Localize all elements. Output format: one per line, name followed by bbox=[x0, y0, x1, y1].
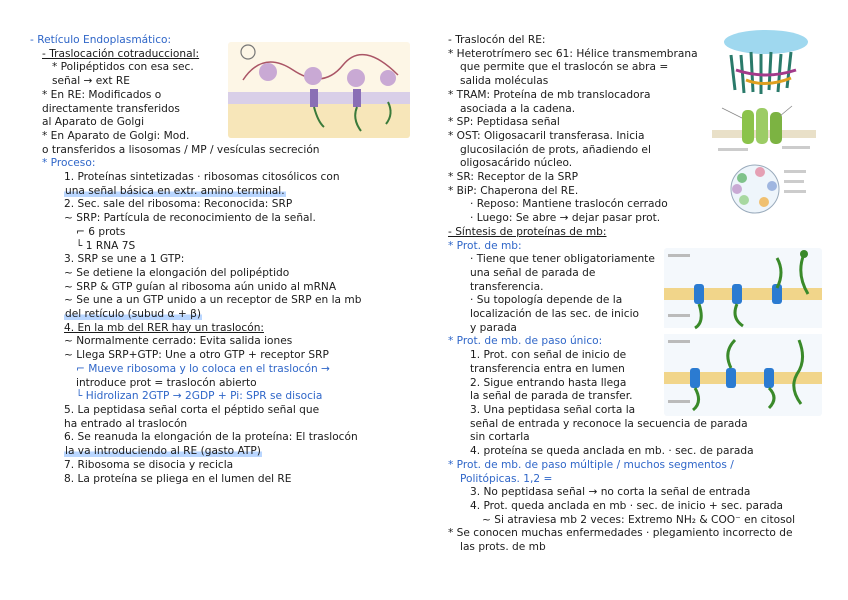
note-text: 7. Ribosoma se disocia y recicla bbox=[64, 458, 234, 471]
note-text: oligosacárido núcleo. bbox=[460, 157, 573, 170]
note-text: · Luego: Se abre → dejar pasar prot. bbox=[470, 212, 661, 225]
note-text: └ 1 RNA 7S bbox=[76, 239, 136, 252]
note-text: * En Aparato de Golgi: Mod. bbox=[42, 129, 190, 142]
note-text: - Retículo Endoplasmático: bbox=[30, 34, 172, 46]
note-text: la señal de parada de transfer. bbox=[470, 390, 633, 403]
translocon-top-view-diagram bbox=[720, 160, 810, 218]
note-text: Politópicas. 1,2 = bbox=[460, 472, 553, 485]
right-note-line bbox=[448, 473, 828, 487]
left-note-line bbox=[30, 294, 415, 308]
right-note-line bbox=[448, 514, 828, 528]
note-text: 4. En la mb del RER hay un traslocón: bbox=[64, 321, 264, 334]
note-text: salida moléculas bbox=[460, 75, 549, 88]
note-text: al Aparato de Golgi bbox=[42, 116, 145, 129]
note-text: · Su topología depende de la bbox=[470, 294, 623, 307]
left-note-line bbox=[30, 377, 415, 391]
note-text: └ Hidrolizan 2GTP → 2GDP + Pi: SPR se disocia bbox=[76, 390, 323, 403]
left-note-line bbox=[30, 431, 415, 445]
left-note-line bbox=[30, 198, 415, 212]
note-text: ⌐ 6 prots bbox=[76, 225, 126, 238]
note-text: que permite que el traslocón se abra = bbox=[460, 61, 669, 74]
note-text: * OST: Oligosacaril transferasa. Inicia bbox=[448, 129, 645, 142]
note-text: · Tiene que tener obligatoriamente bbox=[470, 253, 655, 266]
note-text: - Síntesis de proteínas de mb: bbox=[448, 225, 607, 238]
left-note-line bbox=[30, 473, 415, 487]
left-note-line bbox=[30, 445, 415, 459]
left-note-line bbox=[30, 363, 415, 377]
note-text: ~ Llega SRP+GTP: Une a otro GTP + receptor SRP bbox=[64, 349, 329, 362]
note-text: 3. Una peptidasa señal corta la bbox=[470, 403, 636, 416]
note-text: 1. Prot. con señal de inicio de bbox=[470, 349, 627, 362]
left-note-line bbox=[30, 267, 415, 281]
note-text: 3. SRP se une a 1 GTP: bbox=[64, 253, 185, 266]
note-text: * Prot. de mb: bbox=[448, 239, 522, 252]
note-text: * Prot. de mb. de paso único: bbox=[448, 335, 603, 348]
right-note-line bbox=[448, 541, 828, 555]
note-text: y parada bbox=[470, 321, 517, 334]
note-text: * Prot. de mb. de paso múltiple / muchos segmentos / bbox=[448, 458, 734, 471]
note-text: ⌐ Mueve ribosoma y lo coloca en el traslocón → bbox=[76, 362, 330, 375]
left-note-line bbox=[30, 322, 415, 336]
note-text: * Heterotrímero sec 61: Hélice transmembrana bbox=[448, 47, 698, 60]
left-note-line bbox=[30, 308, 415, 322]
left-note-line bbox=[30, 349, 415, 363]
left-note-line bbox=[30, 144, 415, 158]
note-text: * Proceso: bbox=[42, 157, 96, 170]
note-text: 3. No peptidasa señal → no corta la señal de entrada bbox=[470, 486, 751, 499]
left-note-line bbox=[30, 157, 415, 171]
note-text: * Se conocen muchas enfermedades · plegamiento incorrecto de bbox=[448, 527, 793, 540]
note-text: * BiP: Chaperona del RE. bbox=[448, 184, 579, 197]
note-text: · Reposo: Mantiene traslocón cerrado bbox=[470, 198, 668, 211]
membrane-protein-topology-diagram bbox=[664, 248, 822, 416]
note-text: ~ Se detiene la elongación del polipéptido bbox=[64, 266, 290, 279]
note-text: - Traslocación cotraduccional: bbox=[42, 47, 200, 60]
left-note-line bbox=[30, 253, 415, 267]
note-text: una señal de parada de bbox=[470, 266, 596, 279]
note-text: ~ Si atraviesa mb 2 veces: Extremo NH₂ & COO⁻ en citosol bbox=[482, 513, 796, 526]
right-note-line bbox=[448, 459, 828, 473]
note-text: 1. Proteínas sintetizadas · ribosomas citosólicos con bbox=[64, 171, 340, 184]
right-note-line bbox=[448, 226, 828, 240]
note-text: directamente transferidos bbox=[42, 102, 180, 115]
left-note-line bbox=[30, 390, 415, 404]
note-text: 4. Prot. queda anclada en mb · sec. de inicio + sec. parada bbox=[470, 499, 784, 512]
note-text: * TRAM: Proteína de mb translocadora bbox=[448, 88, 651, 101]
note-text: ~ SRP: Partícula de reconocimiento de la señal. bbox=[64, 212, 316, 225]
cotranslational-translocation-diagram bbox=[228, 42, 410, 138]
note-text: señal → ext RE bbox=[52, 75, 130, 88]
note-text: del retículo (subud α + β) bbox=[65, 308, 202, 321]
note-text: ~ SRP & GTP guían al ribosoma aún unido al mRNA bbox=[64, 280, 337, 293]
note-text: ~ Se une a un GTP unido a un receptor de SRP en la mb bbox=[64, 294, 362, 307]
left-note-line bbox=[30, 404, 415, 418]
note-text: * SR: Receptor de la SRP bbox=[448, 171, 579, 184]
note-text: * Polipéptidos con esa sec. bbox=[52, 61, 194, 74]
sec61-channel-diagram bbox=[712, 100, 816, 158]
left-note-line bbox=[30, 226, 415, 240]
note-text: 4. proteína se queda anclada en mb. · sec. de parada bbox=[470, 445, 754, 458]
note-text: 6. Se reanuda la elongación de la proteína: El traslocón bbox=[64, 431, 358, 444]
note-text: * SP: Peptidasa señal bbox=[448, 116, 560, 129]
note-text: asociada a la cadena. bbox=[460, 102, 576, 115]
note-text: la va introduciendo al RE (gasto ATP) bbox=[65, 445, 261, 458]
left-note-line bbox=[30, 459, 415, 473]
note-text: señal de entrada y reconoce la secuencia de parada bbox=[470, 417, 748, 430]
note-text: introduce prot = traslocón abierto bbox=[76, 376, 257, 389]
right-note-line bbox=[448, 431, 828, 445]
left-note-line bbox=[30, 212, 415, 226]
note-text: localización de las sec. de inicio bbox=[470, 308, 639, 321]
note-text: ha entrado al traslocón bbox=[64, 417, 188, 430]
note-text: una señal básica en extr. amino terminal. bbox=[65, 184, 285, 197]
note-text: transferencia. bbox=[470, 280, 544, 293]
note-text: sin cortarla bbox=[470, 431, 530, 444]
right-note-line bbox=[448, 500, 828, 514]
translocon-structure-image bbox=[716, 30, 812, 98]
left-note-line bbox=[30, 240, 415, 254]
left-note-line bbox=[30, 335, 415, 349]
right-note-line bbox=[448, 527, 828, 541]
note-text: - Traslocón del RE: bbox=[448, 34, 546, 46]
note-text: las prots. de mb bbox=[460, 541, 546, 554]
left-note-line bbox=[30, 418, 415, 432]
note-text: 2. Sigue entrando hasta llega bbox=[470, 376, 627, 389]
note-text: transferencia entra en lumen bbox=[470, 362, 625, 375]
left-note-line bbox=[30, 171, 415, 185]
note-text: glucosilación de prots, añadiendo el bbox=[460, 143, 651, 156]
note-text: * En RE: Modificados o bbox=[42, 88, 162, 101]
right-note-line bbox=[448, 445, 828, 459]
note-text: ~ Normalmente cerrado: Evita salida iones bbox=[64, 335, 293, 348]
right-note-line bbox=[448, 486, 828, 500]
note-text: 2. Sec. sale del ribosoma: Reconocida: SRP bbox=[64, 198, 293, 211]
note-text: 5. La peptidasa señal corta el péptido señal que bbox=[64, 403, 320, 416]
note-text: 8. La proteína se pliega en el lumen del RE bbox=[64, 472, 292, 485]
left-note-line bbox=[30, 281, 415, 295]
note-text: o transferidos a lisosomas / MP / vesículas secreción bbox=[42, 143, 320, 156]
right-note-line bbox=[448, 418, 828, 432]
left-note-line bbox=[30, 185, 415, 199]
